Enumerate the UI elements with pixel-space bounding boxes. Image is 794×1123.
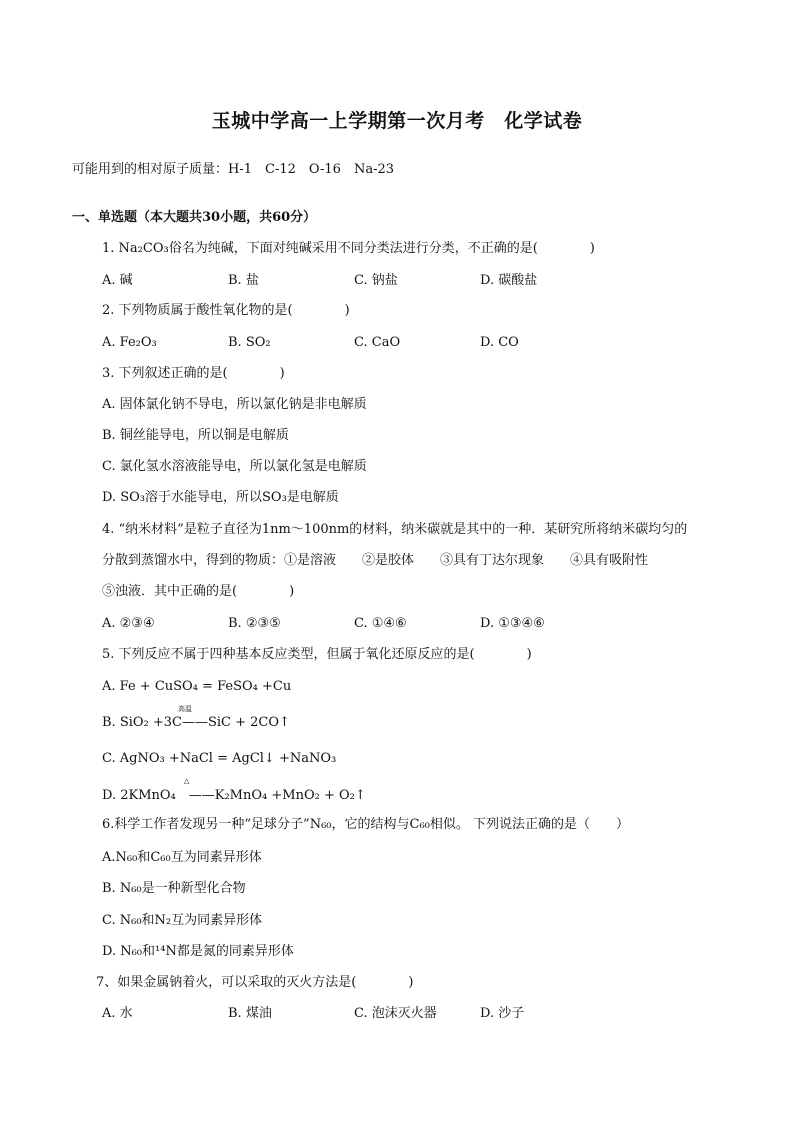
option-c: C. 钠盐 bbox=[354, 273, 398, 288]
option-d: D. 碳酸盐 bbox=[480, 273, 538, 288]
question-5-option-b: B. SiO₂ +3C——SiC + 2CO↑ bbox=[102, 715, 290, 730]
question-3-option-c: C. 氯化氢水溶液能导电，所以氯化氢是电解质 bbox=[102, 459, 367, 474]
question-4-stem-line-3: ⑤浊液．其中正确的是( ) bbox=[102, 584, 295, 599]
atomic-mass-note: 可能用到的相对原子质量：H-1 C-12 O-16 Na-23 bbox=[72, 162, 395, 177]
option-a: A. ②③④ bbox=[102, 616, 155, 631]
option-d: D. CO bbox=[480, 335, 519, 350]
section-heading: 一、单选题（本大题共30小题，共60分） bbox=[72, 210, 317, 225]
option-b: B. 盐 bbox=[228, 273, 259, 288]
exam-title: 玉城中学高一上学期第一次月考 化学试卷 bbox=[211, 110, 583, 132]
question-5-option-c: C. AgNO₃ +NaCl = AgCl↓ +NaNO₃ bbox=[102, 751, 337, 766]
question-2-options bbox=[102, 334, 519, 352]
question-7-options bbox=[102, 1005, 524, 1023]
question-5-option-d: D. 2KMnO₄ ——K₂MnO₄ +MnO₂ + O₂↑ bbox=[102, 788, 366, 803]
question-5-option-a: A. Fe + CuSO₄ = FeSO₄ +Cu bbox=[102, 679, 292, 694]
question-1-stem: 1. Na₂CO₃俗名为纯碱，下面对纯碱采用不同分类法进行分类，不正确的是( ) bbox=[102, 241, 595, 256]
option-a: A. 水 bbox=[102, 1006, 133, 1021]
question-5-stem: 5. 下列反应不属于四种基本反应类型，但属于氧化还原反应的是( ) bbox=[102, 647, 532, 662]
option-b: B. ②③⑤ bbox=[228, 616, 281, 631]
reaction-condition-high-temp: 高温 bbox=[178, 705, 192, 713]
question-3-option-a: A. 固体氯化钠不导电，所以氯化钠是非电解质 bbox=[102, 397, 367, 412]
question-7-stem: 7、如果金属钠着火，可以采取的灭火方法是( ) bbox=[96, 975, 414, 990]
question-6-option-c: C. N₆₀和N₂互为同素异形体 bbox=[102, 913, 263, 928]
option-b: B. 煤油 bbox=[228, 1006, 272, 1021]
option-a: A. Fe₂O₃ bbox=[102, 335, 157, 350]
option-a: A. 碱 bbox=[102, 273, 133, 288]
question-6-option-b: B. N₆₀是一种新型化合物 bbox=[102, 881, 246, 896]
option-c: C. ①④⑥ bbox=[354, 616, 407, 631]
option-c: C. CaO bbox=[354, 335, 401, 350]
question-6-option-a: A.N₆₀和C₆₀互为同素异形体 bbox=[102, 850, 262, 865]
question-4-stem-line-1: 4. “纳米材料”是粒子直径为1nm～100nm的材料，纳米碳就是其中的一种．某研究所将纳米碳均匀的 bbox=[102, 522, 688, 537]
option-d: D. 沙子 bbox=[480, 1006, 525, 1021]
question-6-stem: 6.科学工作者发现另一种“足球分子”N₆₀，它的结构与C₆₀相似。 下列说法正确的是（ ） bbox=[102, 817, 629, 832]
option-b: B. SO₂ bbox=[228, 335, 271, 350]
option-d: D. ①③④⑥ bbox=[480, 616, 545, 631]
question-3-option-d: D. SO₃溶于水能导电，所以SO₃是电解质 bbox=[102, 490, 339, 505]
question-1-options bbox=[102, 272, 537, 290]
question-6-option-d: D. N₆₀和¹⁴N都是氮的同素异形体 bbox=[102, 944, 294, 959]
reaction-condition-heat: △ bbox=[184, 777, 190, 785]
question-4-options bbox=[102, 615, 545, 633]
option-c: C. 泡沫灭火器 bbox=[354, 1006, 437, 1021]
question-4-stem-line-2: 分散到蒸馏水中，得到的物质：①是溶液 ②是胶体 ③具有丁达尔现象 ④具有吸附性 bbox=[102, 553, 649, 568]
question-3-stem: 3. 下列叙述正确的是( ) bbox=[102, 366, 285, 381]
question-3-option-b: B. 铜丝能导电，所以铜是电解质 bbox=[102, 428, 289, 443]
question-2-stem: 2. 下列物质属于酸性氧化物的是( ) bbox=[102, 303, 350, 318]
